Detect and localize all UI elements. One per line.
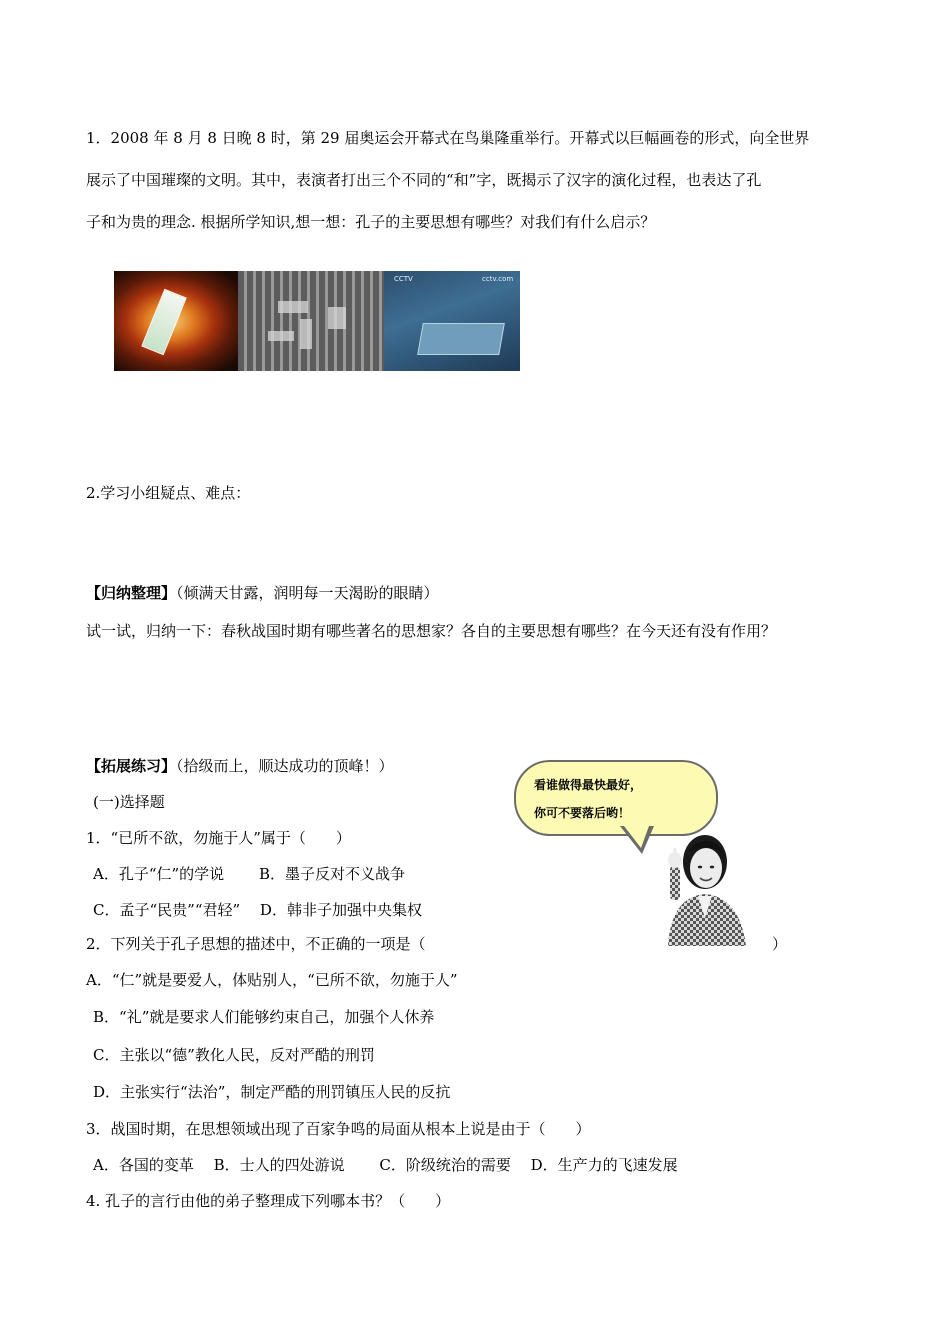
choice-q3-options: A．各国的变革 B．士人的四处游说 C．阶级统治的需要 D．生产力的飞速发展 [93, 1156, 678, 1174]
choice-q4: 4. 孔子的言行由他的弟子整理成下列哪本书？（ ） [86, 1192, 451, 1210]
girl-thumbs-up-illustration [660, 822, 750, 946]
choice-q2-option-d: D．主张实行“法治”，制定严酷的刑罚镇压人民的反抗 [93, 1083, 451, 1101]
cctv-logo: CCTV [394, 275, 413, 283]
speech-bubble-line2: 你可不要落后哟！ [534, 806, 631, 820]
summary-subtitle: （倾满天甘露，润明每一天渴盼的眼睛） [176, 584, 439, 602]
choice-q2-option-a: A．“仁”就是要爱人，体贴别人，“已所不欲，勿施于人” [86, 971, 458, 989]
cctv-site-logo: cctv.com [482, 275, 514, 283]
choice-q2-option-b: B．“礼”就是要求人们能够约束自己，加强个人休养 [93, 1008, 435, 1026]
choice-q2: 2．下列关于孔子思想的描述中，不正确的一项是（ [86, 935, 426, 953]
choice-q1: 1．“已所不欲，勿施于人”属于（ ） [86, 829, 351, 847]
practice-heading: 【拓展练习】 [86, 757, 177, 775]
summary-heading: 【归纳整理】 [86, 584, 177, 602]
choice-q1-options-cd: C．孟子“民贵”“君轻” D．韩非子加强中央集权 [93, 901, 422, 919]
summary-header [86, 583, 439, 603]
olympic-photo-strip [114, 271, 520, 371]
choice-q2-option-c: C．主张以“德”教化人民，反对严酷的刑罚 [93, 1046, 375, 1064]
cctv-broadcast-photo [384, 271, 520, 371]
q2-group-questions: 2.学习小组疑点、难点： [86, 484, 251, 502]
q1-line2: 展示了中国璀璨的文明。其中，表演者打出三个不同的“和”字，既揭示了汉字的演化过程，也表达了孔 [86, 171, 762, 189]
choice-q2-close-paren: ） [772, 935, 788, 953]
scroll-painting-photo [114, 271, 238, 371]
choice-q3: 3．战国时期，在思想领域出现了百家争鸣的局面从根本上说是由于（ ） [86, 1120, 591, 1138]
choice-q1-options-ab: A．孔子“仁”的学说 B．墨子反对不义战争 [93, 865, 405, 883]
q1-line1: 1．2008 年 8 月 8 日晚 8 时，第 29 届奥运会开幕式在鸟巢隆重举行。开幕式以巨幅画卷的形式，向全世界 [86, 129, 810, 147]
speech-bubble-line1: 看谁做得最快最好， [534, 778, 643, 792]
practice-subtitle: （拾级而上，顺达成功的顶峰！） [176, 757, 394, 775]
summary-prompt: 试一试，归纳一下：春秋战国时期有哪些著名的思想家？各自的主要思想有哪些？在今天还有没有作用？ [86, 622, 777, 640]
q1-line3: 子和为贵的理念. 根据所学知识,想一想：孔子的主要思想有哪些？对我们有什么启示？ [86, 213, 656, 231]
performers-he-character-photo [238, 271, 384, 371]
practice-header [86, 756, 394, 776]
section-choice: (一)选择题 [93, 793, 165, 811]
